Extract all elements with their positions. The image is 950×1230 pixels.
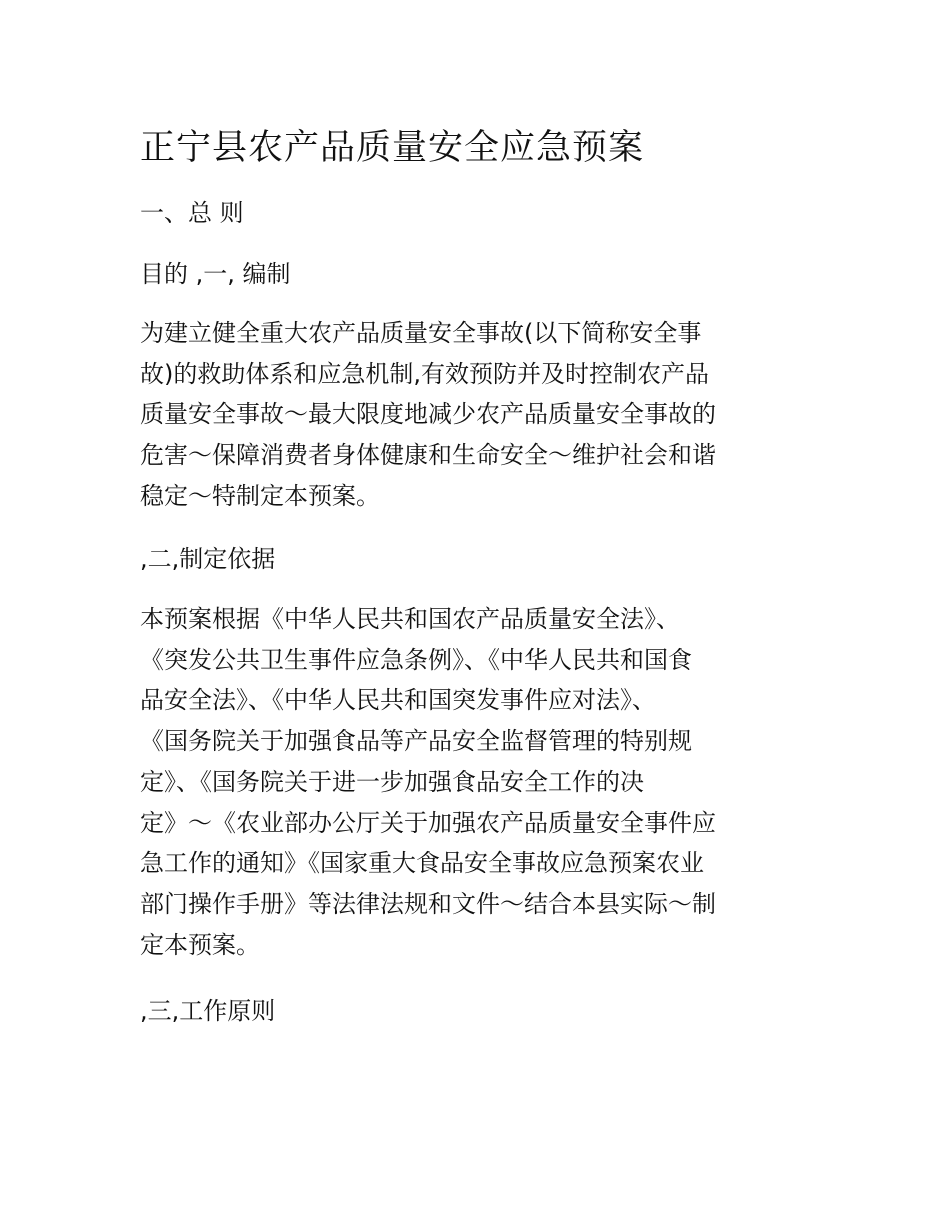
paragraph-line: 定》～《农业部办公厅关于加强农产品质量安全事件应	[140, 808, 716, 837]
document-title: 正宁县农产品质量安全应急预案	[140, 128, 645, 168]
paragraph-line: 《突发公共卫生事件应急条例》、《中华人民共和国食	[140, 645, 692, 674]
paragraph-line: 本预案根据《中华人民共和国农产品质量安全法》、	[140, 605, 680, 633]
paragraph-line: 故)的救助体系和应急机制,有效预防并及时控制农产品	[140, 359, 709, 388]
paragraph-line: 《国务院关于加强食品等产品安全监督管理的特别规	[140, 727, 692, 756]
paragraph-line: 定》、《国务院关于进一步加强食品安全工作的决	[140, 767, 644, 796]
paragraph-line: 危害～保障消费者身体健康和生命安全～维护社会和谐	[140, 441, 716, 470]
basis-paragraph	[140, 599, 812, 965]
paragraph-line: 质量安全事故～最大限度地减少农产品质量安全事故的	[140, 400, 716, 429]
subsection-heading-basis: ,二,制定依据	[140, 545, 276, 573]
subsection-heading-principles: ,三,工作原则	[140, 997, 276, 1025]
paragraph-line: 定本预案。	[140, 930, 260, 959]
paragraph-line: 为建立健全重大农产品质量安全事故(以下简称安全事	[140, 319, 702, 347]
purpose-paragraph	[140, 313, 812, 517]
section-heading-general: 一、总 则	[140, 199, 244, 227]
paragraph-line: 稳定～特制定本预案。	[140, 481, 380, 510]
subsection-heading-purpose: 目的 ,一, 编制	[140, 260, 291, 288]
paragraph-line: 急工作的通知》《国家重大食品安全事故应急预案农业	[140, 849, 704, 878]
paragraph-line: 部门操作手册》等法律法规和文件～结合本县实际～制	[140, 889, 716, 918]
paragraph-line: 品安全法》、《中华人民共和国突发事件应对法》、	[140, 686, 656, 715]
